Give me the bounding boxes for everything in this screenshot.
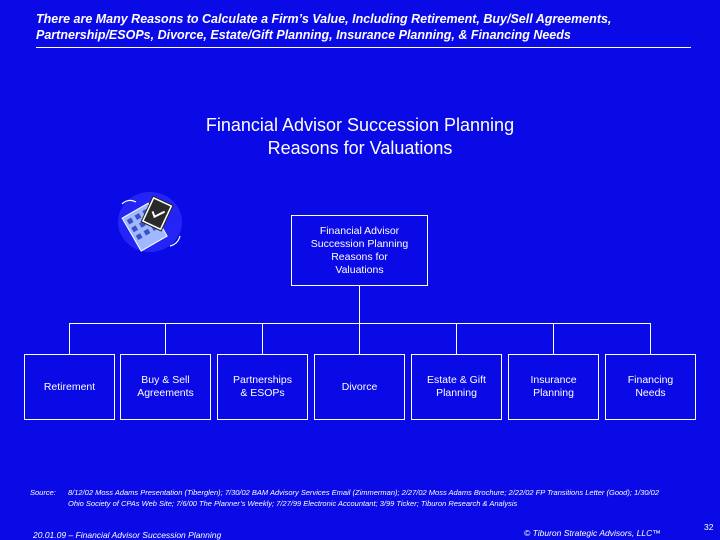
child-node-insurance — [508, 354, 599, 420]
child-node-buy-sell — [120, 354, 211, 420]
horizontal-connector — [69, 323, 651, 324]
footer-copyright: © Tiburon Strategic Advisors, LLC™ — [524, 528, 661, 538]
root-node-line-3: Reasons for — [331, 250, 388, 263]
diagram-title-line-2: Reasons for Valuations — [267, 138, 453, 158]
child-node-label: Insurance — [530, 374, 577, 386]
child-node-label: Estate & Gift — [427, 374, 486, 386]
diagram-title-line-1: Financial Advisor Succession Planning — [205, 115, 515, 135]
header-line-2: Partnership/ESOPs, Divorce, Estate/Gift Planning, Insurance Planning, & Financing Needs — [36, 28, 571, 42]
child-node-label: Divorce — [341, 380, 378, 393]
child-node-label: Planning — [436, 387, 477, 399]
child-node-estate-gift — [411, 354, 502, 420]
child-node-label: Retirement — [43, 380, 96, 393]
root-connector — [359, 286, 360, 324]
child-connector — [359, 323, 360, 354]
building-and-certificate-icon — [114, 186, 186, 258]
root-node-line-2: Succession Planning — [310, 237, 409, 250]
child-connector — [650, 323, 651, 354]
root-node-line-4: Valuations — [335, 263, 384, 276]
child-connector — [165, 323, 166, 354]
child-connector — [262, 323, 263, 354]
child-node-label: Agreements — [137, 387, 194, 399]
slide-header — [36, 11, 696, 43]
child-node-label: Financing — [627, 374, 674, 386]
header-line-1: There are Many Reasons to Calculate a Firm’s Value, Including Retirement, Buy/Sell Agreements, — [36, 12, 612, 26]
source-text: 8/12/02 Moss Adams Presentation (Tiberglen); 7/30/02 BAM Advisory Services Email (Zimmerman); 2/27/02 Moss Adams Brochure; 2/22/02 FP Transitions Letter (Good); 1/30/02 Ohio Society of CPAs Web Site; 7/6/00 The Planner’s Weekly; 7/27/99 Electronic Accountant; 3/99 Ticker; Tiburon Research & Analysis — [68, 488, 660, 508]
header-divider — [36, 47, 691, 48]
source-label: Source: — [30, 488, 56, 497]
child-node-retirement — [24, 354, 115, 420]
child-node-divorce — [314, 354, 405, 420]
child-node-label: Buy & Sell — [141, 374, 190, 386]
child-node-financing — [605, 354, 696, 420]
child-node-label: Planning — [533, 387, 574, 399]
child-node-label: Partnerships — [233, 374, 292, 386]
root-node-line-1: Financial Advisor — [319, 224, 400, 237]
child-connector — [456, 323, 457, 354]
child-node-partnerships — [217, 354, 308, 420]
source-note — [30, 488, 670, 509]
child-node-label: & ESOPs — [240, 387, 285, 399]
root-node — [291, 215, 428, 286]
footer-left: 20.01.09 – Financial Advisor Succession Planning — [33, 530, 222, 540]
child-node-label: Needs — [635, 387, 666, 399]
child-connector — [553, 323, 554, 354]
child-connector — [69, 323, 70, 354]
page-number: 32 — [704, 522, 714, 532]
